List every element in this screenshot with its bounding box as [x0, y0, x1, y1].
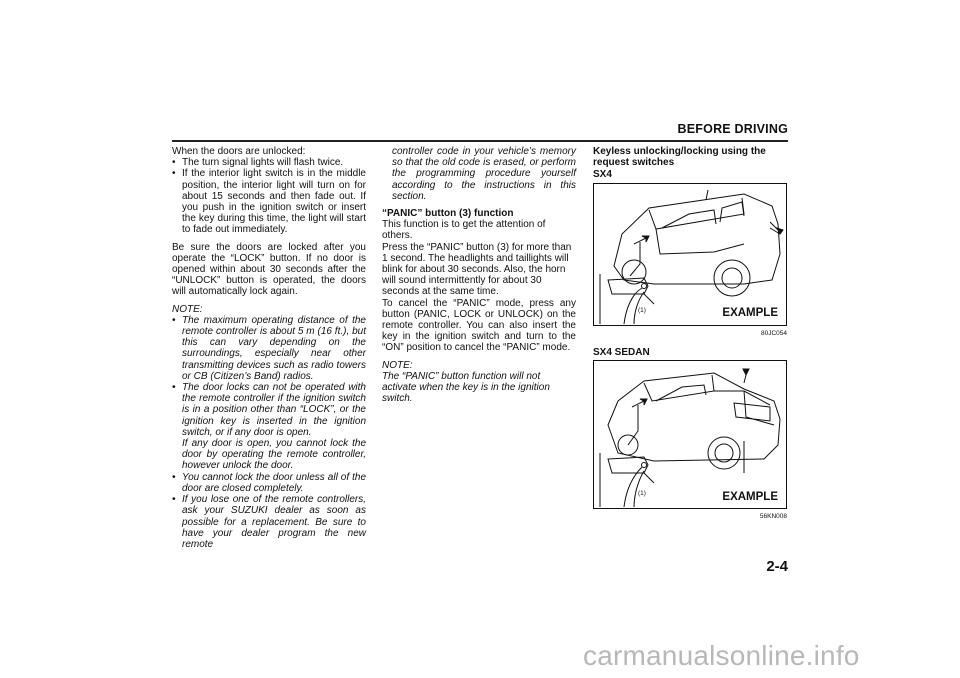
lock-paragraph: Be sure the doors are locked after you operate the “LOCK” button. If no door is opened within about 30 seconds after the “UNLOCK” button is operated, the doors will automatically lock again.: [172, 241, 366, 298]
list-item: • You cannot lock the door unless all of the door are closed completely.: [172, 472, 366, 494]
unlock-intro: When the doors are unlocked:: [172, 146, 306, 157]
panic-heading: “PANIC” button (3) function: [382, 208, 514, 220]
note-label: NOTE:: [382, 359, 413, 371]
section-title: BEFORE DRIVING: [677, 122, 788, 136]
continued-note: controller code in your vehicle’s memory so that the old code is erased, or perform the programming procedure yourself according to the instructions in this section.: [392, 146, 576, 202]
callout-1: (1): [638, 306, 646, 314]
figure-2-label: SX4 SEDAN: [593, 346, 650, 358]
figure-code: 80JC054: [760, 329, 787, 337]
sedan-car-illustration: [594, 361, 788, 510]
example-label: EXAMPLE: [722, 490, 778, 503]
panic-paragraph-2: Press the “PANIC” button (3) for more than 1 second. The headlights and taillights will blink for about 30 seconds. Also, the horn will sound intermittently for about 30 seconds at the same time.: [382, 241, 572, 298]
sx4-car-illustration: [594, 184, 788, 327]
list-item: • If the interior light switch is in the middle position, the interior light will turn on for about 15 seconds and then fade out. If you push in the ignition switch or insert the key during this time, the light will start to fade out immediately.: [172, 168, 366, 235]
list-item: • The turn signal lights will flash twice.: [172, 157, 366, 168]
column-3: [593, 146, 787, 522]
figure-sx4: [593, 183, 787, 326]
panic-paragraph-3: To cancel the “PANIC” mode, press any button (PANIC, LOCK or UNLOCK) on the remote controller. You can also insert the key in the ignition switch and turn to the “ON” position to cancel the “PANIC” mode.: [382, 297, 576, 354]
note-text: The “PANIC” button function will not activate when the key is in the ignition switch.: [382, 370, 550, 405]
column-2: [382, 146, 576, 404]
column-1: [172, 146, 366, 556]
figure-sx4-sedan: [593, 360, 787, 509]
page-number: 2-4: [766, 558, 788, 575]
example-label: EXAMPLE: [722, 307, 778, 320]
note-sub-text: If any door is open, you cannot lock the door by operating the remote controller, however unlock the door.: [182, 438, 366, 472]
list-item: • If you lose one of the remote controllers, ask your SUZUKI dealer as soon as possible for a replacement. Be sure to have your dealer program the new remote: [172, 494, 366, 550]
unlock-bullets: [172, 157, 366, 235]
note-bullets: [172, 315, 366, 550]
list-item: • The maximum operating distance of the remote controller is about 5 m (16 ft.), but this can vary depending on the surroundings, especially near other transmitting devices such as radio towers or CB (Citizen’s Band) radios.: [172, 315, 366, 382]
figure-1-label: SX4: [593, 169, 612, 181]
header-rule: [172, 140, 788, 142]
figure-code: 56KN008: [759, 513, 787, 521]
panic-paragraph-1: This function is to get the attention of others.: [382, 219, 546, 242]
watermark: carmanualsonline.info: [583, 640, 860, 671]
callout-1: (1): [638, 490, 646, 498]
keyless-heading: Keyless unlocking/locking using the request switches: [593, 146, 766, 169]
list-item: [172, 382, 366, 472]
note-label: NOTE:: [172, 303, 203, 315]
note-bullet-text: The door locks can not be operated with the remote controller if the ignition switch is in a position other than “LOCK”, or the ignition key is inserted in the ignition switch, or if any door is open.: [182, 382, 366, 438]
